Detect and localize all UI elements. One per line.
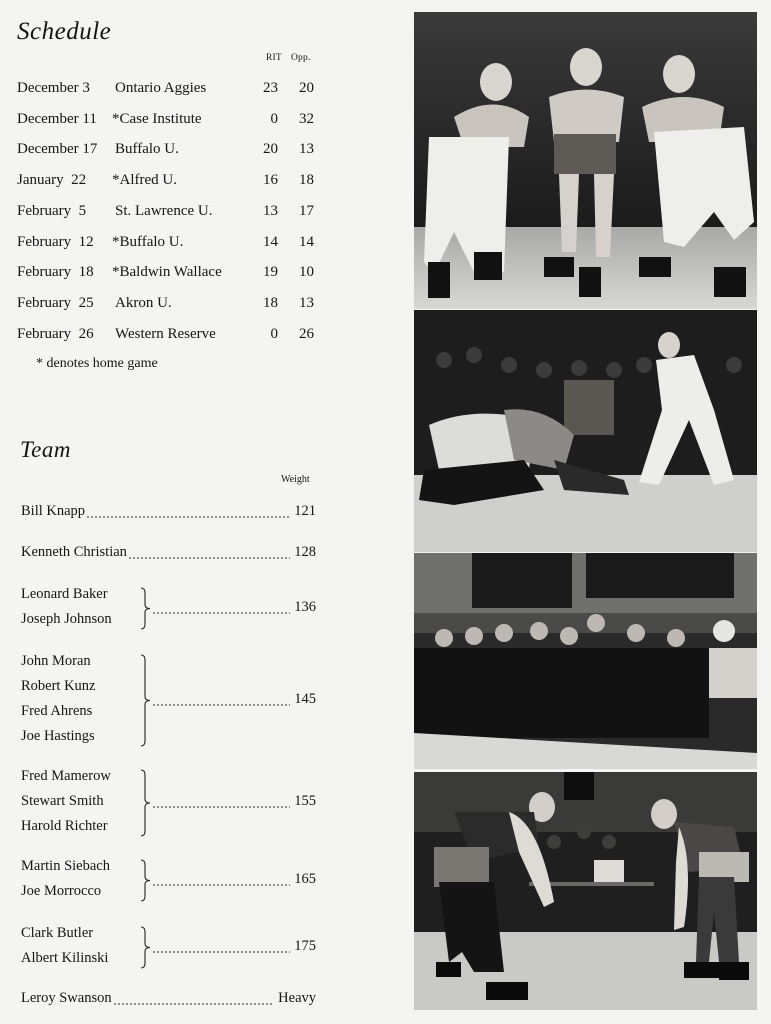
dot-leader <box>113 1003 275 1005</box>
schedule-heading: Schedule <box>17 18 112 45</box>
rit-score: 20 <box>263 141 278 158</box>
team-member-name: Harold Richter <box>21 818 108 834</box>
opponent-score: 10 <box>299 264 314 281</box>
photo-three-wrestlers <box>414 12 757 309</box>
schedule-row <box>17 111 327 131</box>
schedule-row <box>17 172 327 192</box>
game-date: February 12 <box>17 233 94 250</box>
weight-class: 175 <box>294 937 316 954</box>
schedule-row <box>17 234 327 254</box>
opponent-name: *Alfred U. <box>112 172 177 189</box>
opponent-name: Buffalo U. <box>115 141 179 158</box>
team-member-name: Fred Ahrens <box>21 703 93 719</box>
rit-score: 19 <box>263 264 278 281</box>
team-member-name: Kenneth Christian <box>21 544 127 560</box>
group-brace <box>140 654 152 747</box>
weight-class: 165 <box>294 870 316 887</box>
opponent-name: Akron U. <box>115 294 172 311</box>
dot-leader <box>152 704 290 706</box>
opponent-score: 13 <box>299 141 314 158</box>
photo-team-bench <box>414 553 757 769</box>
team-member-name: Leonard Baker <box>21 586 108 602</box>
opponent-score: 26 <box>299 325 314 342</box>
photo-wrestlers-facing-off <box>414 772 757 1010</box>
dot-leader <box>152 951 290 953</box>
opponent-name: *Case Institute <box>112 110 202 127</box>
photo-match-with-referee <box>414 310 757 552</box>
schedule-row <box>17 80 327 100</box>
team-member-name: Albert Kilinski <box>21 950 109 966</box>
weight-class: 121 <box>294 503 316 519</box>
rit-score: 13 <box>263 202 278 219</box>
team-member-name: Robert Kunz <box>21 678 96 694</box>
opponent-score: 14 <box>299 233 314 250</box>
schedule-row <box>17 203 327 223</box>
team-member-name: Leroy Swanson <box>21 990 112 1006</box>
weight-class: Heavy <box>278 990 316 1006</box>
team-member-name: Stewart Smith <box>21 793 104 809</box>
rit-score: 23 <box>263 80 278 96</box>
team-heading: Team <box>20 437 71 462</box>
opp-column-header: Opp. <box>291 53 311 63</box>
team-member-name: John Moran <box>21 653 91 669</box>
team-member-name: Joe Morrocco <box>21 883 102 899</box>
weight-class: 136 <box>294 598 316 615</box>
opponent-score: 32 <box>299 110 314 127</box>
dot-leader <box>152 806 290 808</box>
opponent-score: 13 <box>299 294 314 311</box>
opponent-name: *Baldwin Wallace <box>112 264 222 281</box>
rit-score: 0 <box>270 325 278 342</box>
team-member-name: Fred Mamerow <box>21 768 111 784</box>
opponent-name: Ontario Aggies <box>115 80 207 96</box>
rit-score: 16 <box>263 172 278 189</box>
dot-leader <box>86 516 290 518</box>
opponent-score: 20 <box>299 80 314 96</box>
schedule-footnote: * denotes home game <box>36 356 158 371</box>
game-date: December 17 <box>17 141 98 158</box>
game-date: January 22 <box>17 172 87 189</box>
schedule-row <box>17 295 327 315</box>
dot-leader <box>128 557 290 559</box>
game-date: December 3 <box>17 80 90 96</box>
rit-score: 18 <box>263 294 278 311</box>
game-date: February 26 <box>17 325 94 342</box>
group-brace <box>140 769 152 837</box>
team-member-name: Martin Siebach <box>21 858 110 874</box>
game-date: February 25 <box>17 294 94 311</box>
dot-leader <box>152 612 290 614</box>
opponent-name: *Buffalo U. <box>112 233 184 250</box>
opponent-score: 18 <box>299 172 314 189</box>
opponent-name: Western Reserve <box>115 325 216 342</box>
game-date: February 18 <box>17 264 94 281</box>
game-date: December 11 <box>17 110 97 127</box>
schedule-row <box>17 264 327 284</box>
team-member-name: Joe Hastings <box>21 728 95 744</box>
weight-class: 145 <box>294 690 316 707</box>
weight-class: 155 <box>294 793 316 809</box>
weight-column-header: Weight <box>281 474 310 485</box>
dot-leader <box>152 884 290 886</box>
opponent-score: 17 <box>299 202 314 219</box>
team-member-name: Bill Knapp <box>21 503 86 519</box>
group-brace <box>140 859 152 902</box>
game-date: February 5 <box>17 202 87 219</box>
schedule-row <box>17 141 327 161</box>
opponent-name: St. Lawrence U. <box>115 202 213 219</box>
weight-class: 128 <box>294 544 316 560</box>
rit-score: 0 <box>270 110 278 127</box>
group-brace <box>140 926 152 969</box>
rit-column-header: RIT <box>266 53 282 63</box>
group-brace <box>140 587 152 630</box>
team-member-name: Joseph Johnson <box>21 611 112 627</box>
team-member-name: Clark Butler <box>21 925 94 941</box>
schedule-row <box>17 326 327 346</box>
rit-score: 14 <box>263 233 278 250</box>
